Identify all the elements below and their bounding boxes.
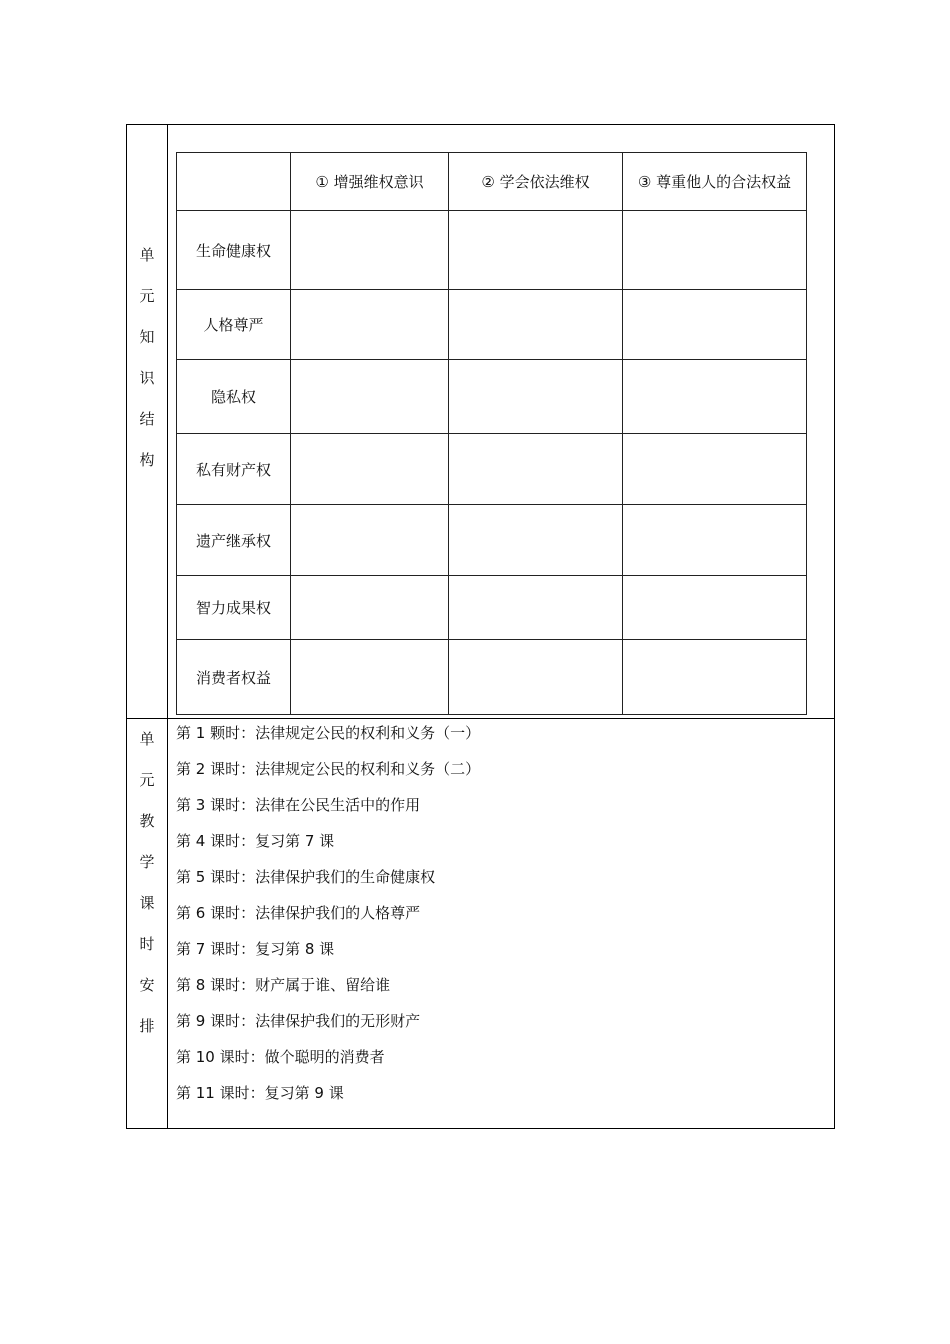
table-cell	[291, 211, 449, 290]
table-cell	[623, 360, 807, 434]
side-char: 安	[139, 976, 155, 994]
side-char: 结	[139, 410, 155, 428]
table-row	[177, 576, 807, 640]
header-cell-empty	[177, 153, 291, 211]
table-row	[177, 360, 807, 434]
row-label: 隐私权	[177, 360, 291, 434]
side-column	[127, 125, 168, 718]
rights-table	[176, 152, 807, 715]
header-cell: ① 增强维权意识	[291, 153, 449, 211]
row-label: 私有财产权	[177, 434, 291, 505]
lesson-item: 第 11 课时：复习第 9 课	[176, 1084, 344, 1102]
table-cell	[623, 290, 807, 360]
lesson-item: 第 2 课时：法律规定公民的权利和义务（二）	[176, 760, 481, 778]
side-label-schedule	[127, 719, 167, 1047]
table-cell	[291, 360, 449, 434]
lesson-item: 第 4 课时：复习第 7 课	[176, 832, 335, 850]
row-label: 人格尊严	[177, 290, 291, 360]
lesson-item: 第 10 课时：做个聪明的消费者	[176, 1048, 385, 1066]
table-row	[177, 290, 807, 360]
side-char: 识	[139, 369, 155, 387]
table-cell	[291, 434, 449, 505]
table-cell	[449, 211, 623, 290]
table-cell	[623, 576, 807, 640]
table-cell	[291, 640, 449, 715]
lesson-item: 第 5 课时：法律保护我们的生命健康权	[176, 868, 436, 886]
side-label-knowledge	[127, 235, 167, 481]
table-row	[177, 505, 807, 576]
table-cell	[623, 434, 807, 505]
table-cell	[291, 290, 449, 360]
table-cell	[449, 360, 623, 434]
side-char: 构	[139, 451, 155, 469]
table-cell	[449, 576, 623, 640]
side-char: 课	[139, 894, 155, 912]
row-label: 生命健康权	[177, 211, 291, 290]
side-char: 单	[139, 730, 155, 748]
table-row	[177, 211, 807, 290]
table-cell	[449, 290, 623, 360]
table-row	[177, 434, 807, 505]
table-row	[177, 640, 807, 715]
lesson-item: 第 8 课时：财产属于谁、留给谁	[176, 976, 391, 994]
header-cell: ② 学会依法维权	[449, 153, 623, 211]
table-cell	[449, 434, 623, 505]
table-cell	[449, 505, 623, 576]
lesson-item: 第 7 课时：复习第 8 课	[176, 940, 335, 958]
side-char: 学	[139, 853, 155, 871]
side-char: 元	[139, 287, 155, 305]
row-label: 消费者权益	[177, 640, 291, 715]
table-cell	[449, 640, 623, 715]
row-label: 智力成果权	[177, 576, 291, 640]
lesson-item: 第 9 课时：法律保护我们的无形财产	[176, 1012, 421, 1030]
lesson-item: 第 3 课时：法律在公民生活中的作用	[176, 796, 421, 814]
table-cell	[291, 505, 449, 576]
side-column	[127, 719, 168, 1128]
lesson-list	[176, 722, 480, 1118]
table-cell	[623, 505, 807, 576]
side-char: 教	[139, 812, 155, 830]
table-cell	[623, 211, 807, 290]
side-char: 知	[139, 328, 155, 346]
table-cell	[291, 576, 449, 640]
table-cell	[623, 640, 807, 715]
header-cell: ③ 尊重他人的合法权益	[623, 153, 807, 211]
side-char: 元	[139, 771, 155, 789]
side-char: 时	[139, 935, 155, 953]
lesson-item: 第 6 课时：法律保护我们的人格尊严	[176, 904, 421, 922]
side-char: 单	[139, 246, 155, 264]
row-label: 遗产继承权	[177, 505, 291, 576]
side-char: 排	[139, 1017, 155, 1035]
table-header-row	[177, 153, 807, 211]
lesson-item: 第 1 颗时：法律规定公民的权利和义务（一）	[176, 724, 481, 742]
